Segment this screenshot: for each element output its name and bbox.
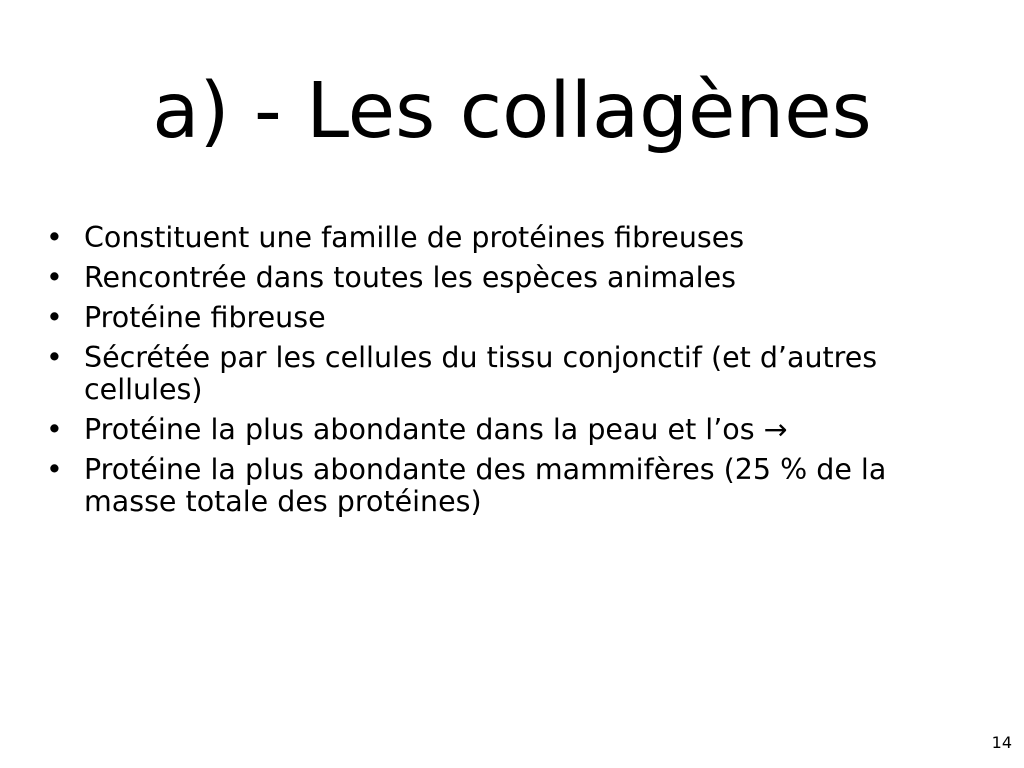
bullet-text: Protéine la plus abondante des mammifères (25 % de la masse totale des protéines) [84,453,887,518]
bullet-text: Constituent une famille de protéines fibreuses [84,221,745,254]
bullet-item [46,454,976,518]
bullet-text: Protéine la plus abondante dans la peau et l’os → [84,413,788,446]
bullet-icon: • [46,221,63,254]
bullet-icon: • [46,341,63,374]
bullet-icon: • [46,301,63,334]
bullet-item [46,342,976,406]
bullet-icon: • [46,413,63,446]
bullet-item [46,222,976,254]
bullet-list [46,222,976,526]
slide-title: a) - Les collagènes [152,67,872,156]
bullet-icon: • [46,453,63,486]
page-number: 14 [991,733,1012,752]
bullet-text: Rencontrée dans toutes les espèces animales [84,261,736,294]
bullet-text: Sécrétée par les cellules du tissu conjonctif (et d’autres cellules) [84,341,878,406]
bullet-icon: • [46,261,63,294]
bullet-item [46,414,976,446]
bullet-item [46,302,976,334]
bullet-item [46,262,976,294]
bullet-text: Protéine fibreuse [84,301,326,334]
